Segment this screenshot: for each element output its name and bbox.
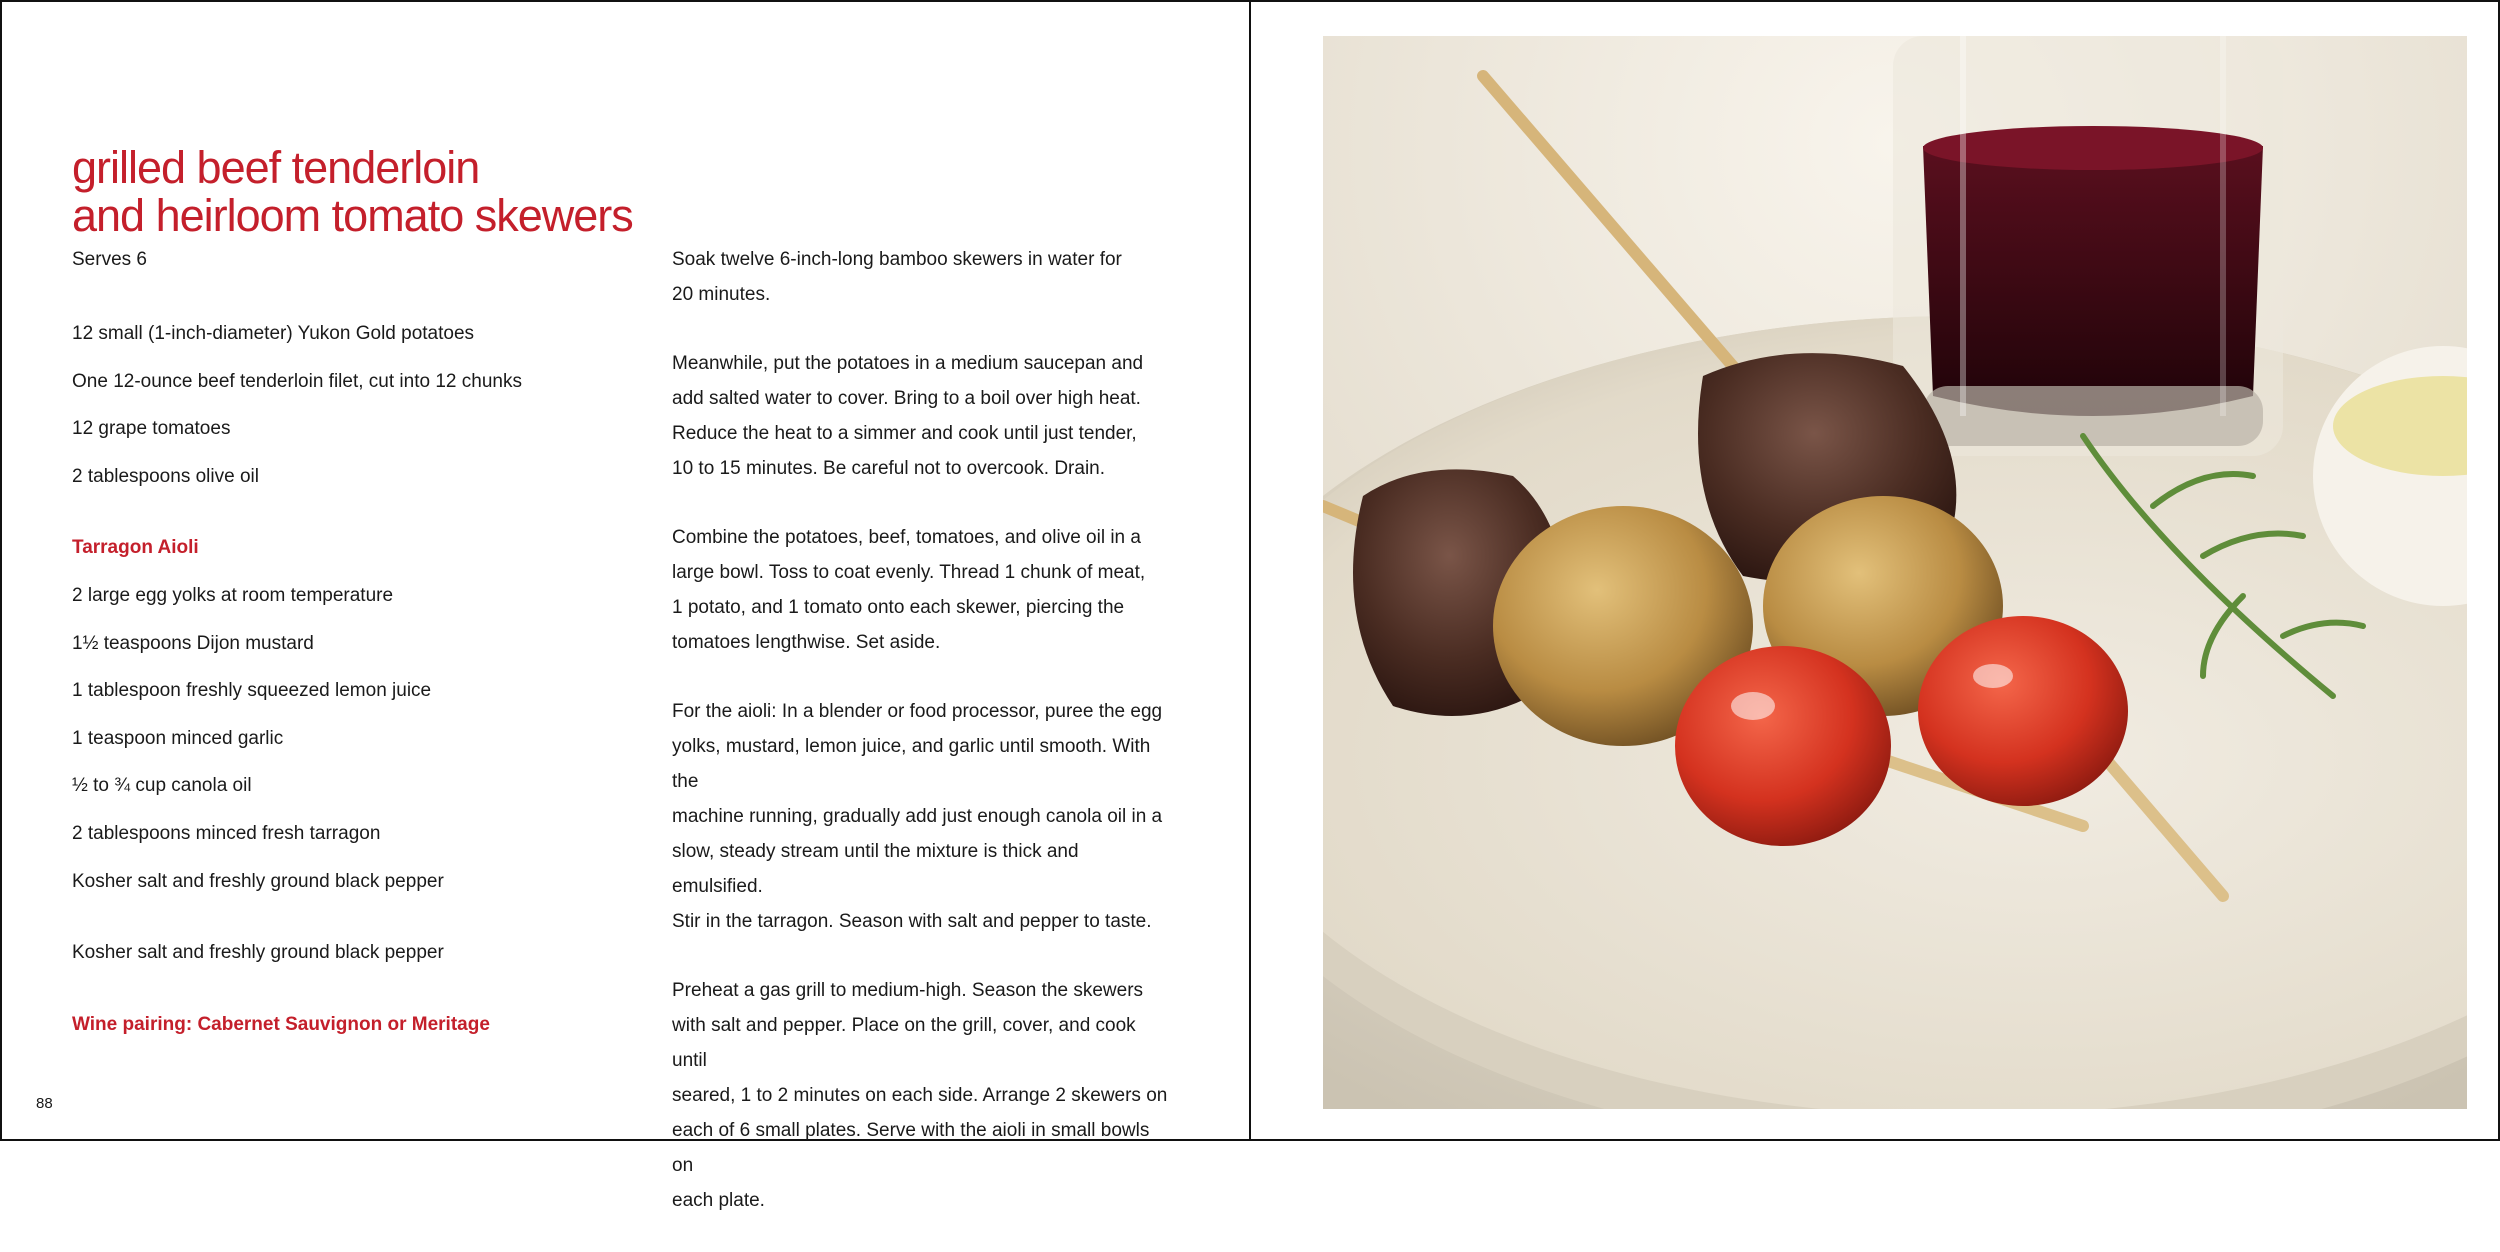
ingredient-item: 2 tablespoons olive oil: [72, 466, 259, 487]
tomato-icon: [1675, 646, 1891, 846]
tomato-icon: [1918, 616, 2128, 806]
page-number: 88: [36, 1095, 53, 1112]
wine-glass-icon: [1893, 36, 2283, 456]
wine-pairing: Wine pairing: Cabernet Sauvignon or Meritage: [72, 1014, 490, 1035]
recipe-title-line-2: and heirloom tomato skewers: [72, 190, 633, 241]
food-photo: [1323, 36, 2467, 1109]
aioli-ingredient-item: 1½ teaspoons Dijon mustard: [72, 633, 314, 654]
ingredient-item: One 12-ounce beef tenderloin filet, cut into 12 chunks: [72, 371, 522, 392]
method-step: Preheat a gas grill to medium-high. Season the skewers with salt and pepper. Place on the grill, cover, and cook until seared, 1 to 2 minutes on each side. Arrange 2 skewers on each of 6 small plates. Serve with the aioli in small bowls on each plate.: [672, 980, 1168, 1211]
serves-label: Serves 6: [72, 249, 147, 270]
skewer-photo-illustration: [1323, 36, 2467, 1109]
aioli-ingredient-item: 1 teaspoon minced garlic: [72, 728, 284, 749]
ingredient-item: 12 grape tomatoes: [72, 418, 231, 439]
method-step: Combine the potatoes, beef, tomatoes, and olive oil in a large bowl. Toss to coat evenly. Thread 1 chunk of meat, 1 potato, and 1 tomato onto each skewer, piercing the tomatoes lengthwise. Set aside.: [672, 527, 1146, 653]
aioli-ingredient-item: 1 tablespoon freshly squeezed lemon juice: [72, 680, 432, 701]
seasoning-line: Kosher salt and freshly ground black pepper: [72, 942, 444, 963]
recipe-title: [72, 144, 633, 240]
right-page: [1249, 0, 2500, 1141]
aioli-ingredient-item: ½ to ¾ cup canola oil: [72, 775, 252, 796]
method-step: For the aioli: In a blender or food processor, puree the egg yolks, mustard, lemon juice, and garlic until smooth. With the machine running, gradually add just enough canola oil in a slow, steady stream until the mixture is thick and emulsified. Stir in the tarragon. Season with salt and pepper to taste.: [672, 701, 1163, 932]
aioli-ingredient-item: 2 tablespoons minced fresh tarragon: [72, 823, 381, 844]
aioli-ingredient-item: Kosher salt and freshly ground black pepper: [72, 871, 444, 892]
method-step: Meanwhile, put the potatoes in a medium saucepan and add salted water to cover. Bring to a boil over high heat. Reduce the heat to a simmer and cook until just tender, 10 to 15 minutes. Be careful not to overcook. Drain.: [672, 353, 1144, 479]
aioli-heading: Tarragon Aioli: [72, 537, 199, 558]
method-step: Soak twelve 6-inch-long bamboo skewers in water for 20 minutes.: [672, 249, 1122, 305]
method-column: [672, 242, 1172, 1252]
left-page: [0, 0, 1251, 1211]
aioli-ingredient-item: 2 large egg yolks at room temperature: [72, 585, 394, 606]
recipe-title-line-1: grilled beef tenderloin: [72, 142, 480, 193]
ingredient-item: 12 small (1-inch-diameter) Yukon Gold potatoes: [72, 323, 475, 344]
